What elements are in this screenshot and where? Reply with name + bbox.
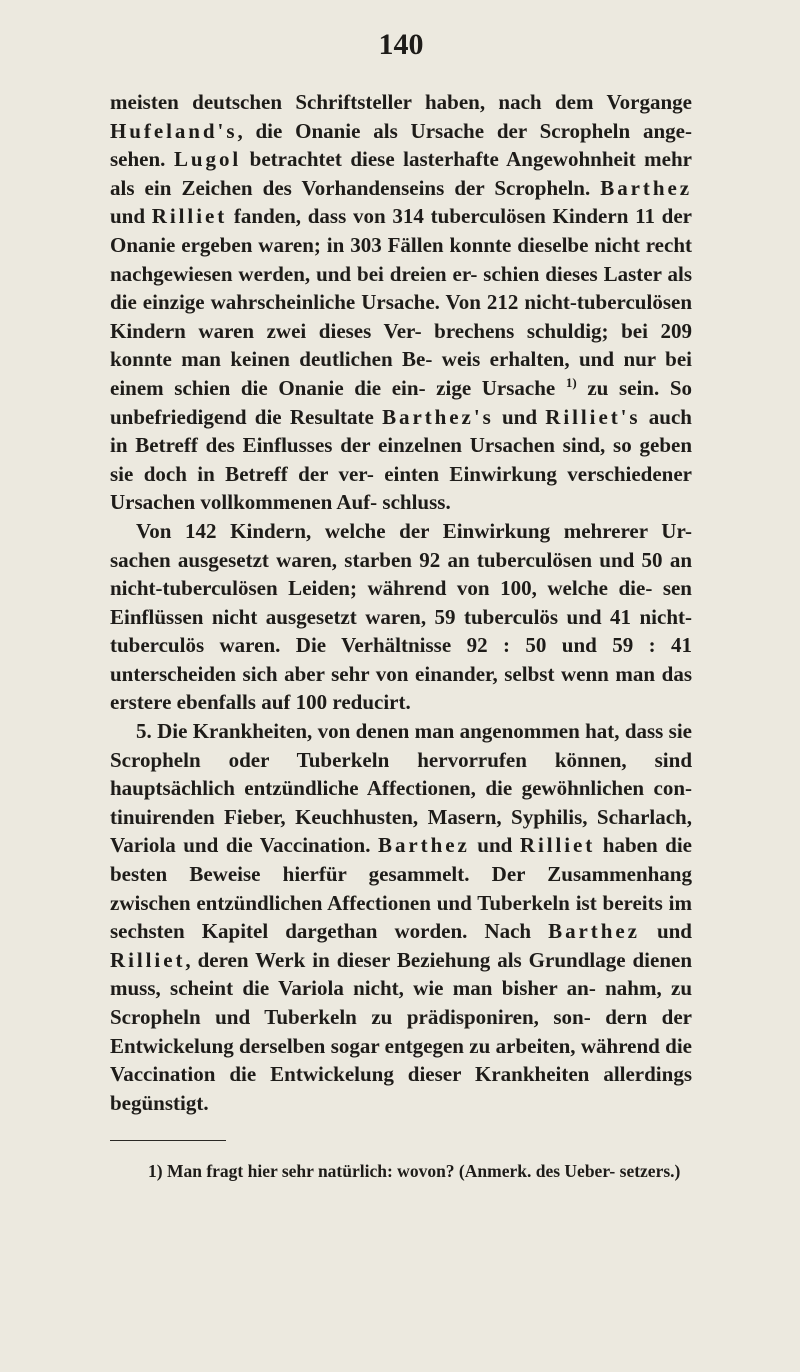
- text-run: fanden, dass von 314 tuberculösen Kindern 11 der Onanie ergeben waren; in 303 Fällen konnte dieselbe nicht recht nachgewiesen werden, und bei dreien er- schien dieses Laster als die einzige wahrscheinliche Ursache. Von 212 nicht-tuberculösen Kindern waren zwei dieses Ver- brechens schuldig; bei 209 konnte man keinen deutlichen Be- weis erhalten, und nur bei einem schien die Onanie die ein- zige Ursache: [110, 204, 692, 400]
- paragraph-2: [110, 517, 692, 717]
- text-run: und: [493, 404, 546, 429]
- text-run: auch in Betreff des Einflusses der einzelnen Ursachen sind, so geben sie doch in Betreff der ver- einten Einwirkung verschiedener Ursachen vollkommenen Auf- schluss.: [110, 404, 692, 515]
- page-number: 140: [378, 28, 424, 61]
- author-name: Rilliet: [110, 947, 186, 972]
- text-run: betrachtet diese lasterhafte Angewohnheit mehr als ein Zeichen des Vorhandenseins der Scropheln.: [110, 147, 692, 200]
- author-name: Hufeland's: [110, 118, 238, 143]
- author-name: Lugol: [173, 147, 242, 172]
- author-name: Barthez: [378, 833, 470, 858]
- text-run: und: [639, 919, 692, 944]
- author-name: Barthez: [548, 919, 640, 944]
- text-run: haben die besten Beweise hierfür gesammelt. Der Zusammenhang zwischen entzündlichen Affectionen und Tuberkeln ist bereits im sechsten Kapitel dargethan worden. Nach: [110, 833, 693, 944]
- author-name: Barthez's: [382, 404, 494, 429]
- body-text: [110, 88, 692, 1117]
- text-run: Von 142 Kindern, welche der Einwirkung mehrerer Ur- sachen ausgesetzt waren, starben 92 an tuberculösen und 50 an nicht-tuberculösen Leiden; während von 100, welche die- sen Einflüssen nicht ausgesetzt waren, 59 tuberculös und 41 nicht-tuberculös waren. Die Verhältnisse 92 : 50 und 59 : 41 unterscheiden sich aber sehr von einander, selbst wenn man das erstere ebenfalls auf 100 reducirt.: [110, 518, 692, 715]
- footnote-marker: 1): [565, 374, 577, 390]
- footnote-rule: [110, 1140, 226, 1141]
- text-run: , die Onanie als Ursache der Scropheln ange- sehen.: [110, 118, 692, 172]
- text-run: meisten deutschen Schriftsteller haben, nach dem Vorgange: [110, 90, 692, 114]
- author-name: Rilliet's: [545, 404, 641, 429]
- text-run: 5. Die Krankheiten, von denen man angenommen hat, dass sie Scropheln oder Tuberkeln hervorrufen können, sind hauptsächlich entzündliche Affectionen, die gewöhnlichen con- tinuirenden Fieber, Keuchhusten, Masern, Syphilis, Scharlach, Variola und die Vaccination.: [110, 719, 692, 858]
- paragraph-1: [110, 88, 692, 517]
- text-run: , deren Werk in dieser Beziehung als Grundlage dienen muss, scheint die Variola nicht, wie man bisher an- nahm, zu Scropheln und Tuberkeln zu prädisponiren, son- dern der Entwickelung derselben sogar entgegen zu arbeiten, während die Vaccination die Entwickelung dieser Krankheiten allerdings begünstigt.: [110, 947, 692, 1115]
- text-run: und: [110, 204, 152, 229]
- author-name: Barthez: [600, 175, 692, 200]
- text-run: zu sein. So unbefriedigend die Resultate: [110, 375, 692, 429]
- footnote: 1) Man fragt hier sehr natürlich: wovon? (Anmerk. des Ueber- setzers.): [148, 1161, 681, 1182]
- author-name: Rilliet: [151, 204, 228, 229]
- paragraph-3: [110, 717, 692, 1117]
- author-name: Rilliet: [519, 833, 596, 858]
- text-run: und: [469, 833, 520, 858]
